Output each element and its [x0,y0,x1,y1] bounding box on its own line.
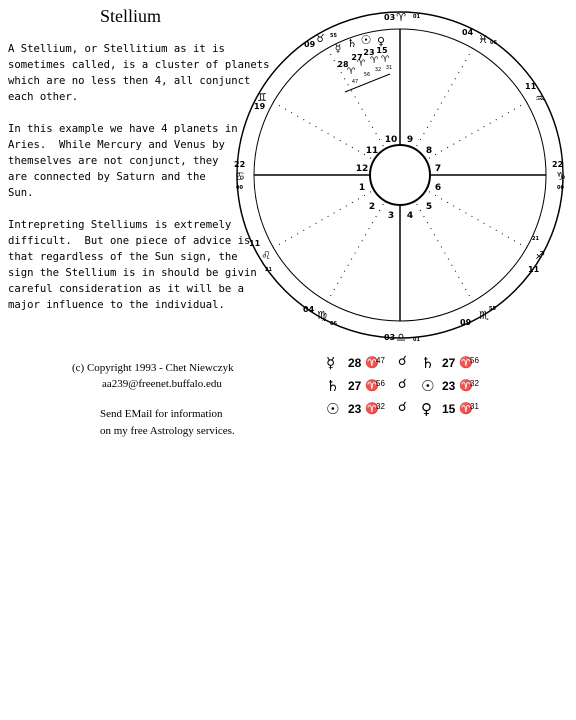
aspect-degree: 23 [442,379,456,393]
mercury-minute: 47 [351,79,359,85]
intro-paragraph: A Stellium, or Stellitium as it is sometimes called, is a cluster of planets which are no less then 4, all conjunct each other. [8,43,270,103]
aries-icon: ♈ [365,357,379,369]
send-email-line1: Send EMail for information [100,408,223,420]
house-number-4: 4 [406,211,414,221]
aries-icon: ♈ [459,380,473,392]
planet-icon: ♄ [421,354,435,372]
svg-text:06: 06 [490,40,497,46]
svg-text:11: 11 [528,265,540,274]
aspect-degree: 27 [442,356,456,370]
venus-icon: ♀ [376,35,386,48]
house-number-10: 10 [384,135,398,145]
interpretation-paragraph: Intrepreting Stelliums is extremely difficult. But one piece of advice is that regardless of the Sun sign, the sign the Stellium is in should be givin careful consideration as it will be a major influence to the individual. [8,219,257,311]
planet-icon: ♄ [326,377,340,395]
svg-text:21: 21 [532,236,539,242]
aries-icon: ♈ [346,67,356,77]
sun-minute: 32 [374,67,382,73]
aspect-row [318,377,518,400]
aspect-list [318,354,518,423]
svg-text:22: 22 [552,160,564,169]
aries-icon: ♈ [459,403,473,415]
svg-text:04: 04 [303,305,315,314]
mercury-degree: 28 [337,60,349,69]
svg-text:03: 03 [384,13,396,22]
conjunction-icon: ☌ [398,354,407,369]
leo-icon: ♌ [261,249,271,262]
aspect-degree: 28 [348,356,362,370]
send-email-line2: on my free Astrology services. [100,425,235,437]
aspect-row [318,400,518,423]
planet-icon: ♀ [421,400,432,418]
svg-text:55: 55 [489,306,496,312]
aspect-minute: 47 [376,356,385,365]
copyright-line: (c) Copyright 1993 - Chet Niewczyk [72,362,234,374]
planet-icon: ☿ [326,354,336,372]
aspect-row [318,354,518,377]
aries-icon: ♈ [459,357,473,369]
svg-text:06: 06 [330,321,337,327]
planet-icon: ☉ [326,400,340,418]
aries-icon: ♈ [396,11,406,24]
venus-minute: 31 [385,65,393,71]
aspect-minute: 56 [470,356,479,365]
conjunction-icon: ☌ [398,377,407,392]
svg-text:09: 09 [460,318,472,327]
center-circle [370,145,433,205]
libra-icon: ♎ [396,331,406,344]
aspect-minute: 31 [470,402,479,411]
house-number-12: 12 [355,164,369,174]
svg-text:11: 11 [249,239,261,248]
svg-text:55: 55 [330,33,337,39]
svg-text:21: 21 [265,267,272,273]
house-number-3: 3 [387,211,395,221]
author-email[interactable]: aa239@freenet.buffalo.edu [102,378,222,390]
house-number-5: 5 [425,202,433,212]
example-paragraph: In this example we have 4 planets in Aries. While Mercury and Venus by themselves are not conjunct, they are connected by Saturn and the Sun. [8,123,238,199]
svg-text:01: 01 [413,14,420,20]
saturn-icon: ♄ [347,37,357,50]
mercury-icon: ☿ [334,42,342,55]
aquarius-icon: ♒ [535,92,545,105]
virgo-icon: ♍ [317,309,327,322]
svg-text:03: 03 [384,333,396,342]
house-number-2: 2 [368,202,376,212]
aspect-degree: 15 [442,402,456,416]
svg-text:22: 22 [234,160,246,169]
taurus-icon: ♉ [315,32,325,45]
svg-text:01: 01 [413,337,420,343]
house-number-7: 7 [434,164,442,174]
svg-text:00: 00 [236,185,243,191]
svg-text:00: 00 [557,185,564,191]
svg-text:04: 04 [462,28,474,37]
house-number-8: 8 [425,146,433,156]
cancer-icon: ♋ [235,170,245,183]
house-number-9: 9 [406,135,414,145]
house-number-6: 6 [434,183,442,193]
planet-icon: ☉ [421,377,435,395]
svg-text:11: 11 [525,82,537,91]
svg-text:09: 09 [304,40,316,49]
conjunction-icon: ☌ [398,400,407,415]
sagittarius-icon: ♐ [535,249,545,262]
aries-icon: ♈ [365,403,379,415]
aspect-minute: 32 [470,379,479,388]
sun-degree: 23 [363,48,375,57]
aspect-degree: 23 [348,402,362,416]
gemini-icon: ♊ [257,91,267,104]
pisces-icon: ♓ [478,33,488,46]
venus-degree: 15 [376,46,388,55]
aspect-minute: 32 [376,402,385,411]
aries-icon: ♈ [369,56,379,66]
saturn-minute: 56 [363,72,371,78]
house-number-1: 1 [358,183,366,193]
aries-icon: ♈ [365,380,379,392]
svg-text:19: 19 [254,102,266,111]
house-number-11: 11 [365,146,379,156]
aries-icon: ♈ [356,59,366,69]
capricorn-icon: ♑ [556,170,566,183]
sun-icon: ☉ [360,33,372,47]
saturn-degree: 27 [351,53,363,62]
aspect-degree: 27 [348,379,362,393]
aspect-minute: 56 [376,379,385,388]
aries-icon: ♈ [380,55,390,65]
page-title: Stellium [100,6,162,26]
natal-chart-wheel [225,0,576,345]
scorpio-icon: ♏ [479,309,489,322]
